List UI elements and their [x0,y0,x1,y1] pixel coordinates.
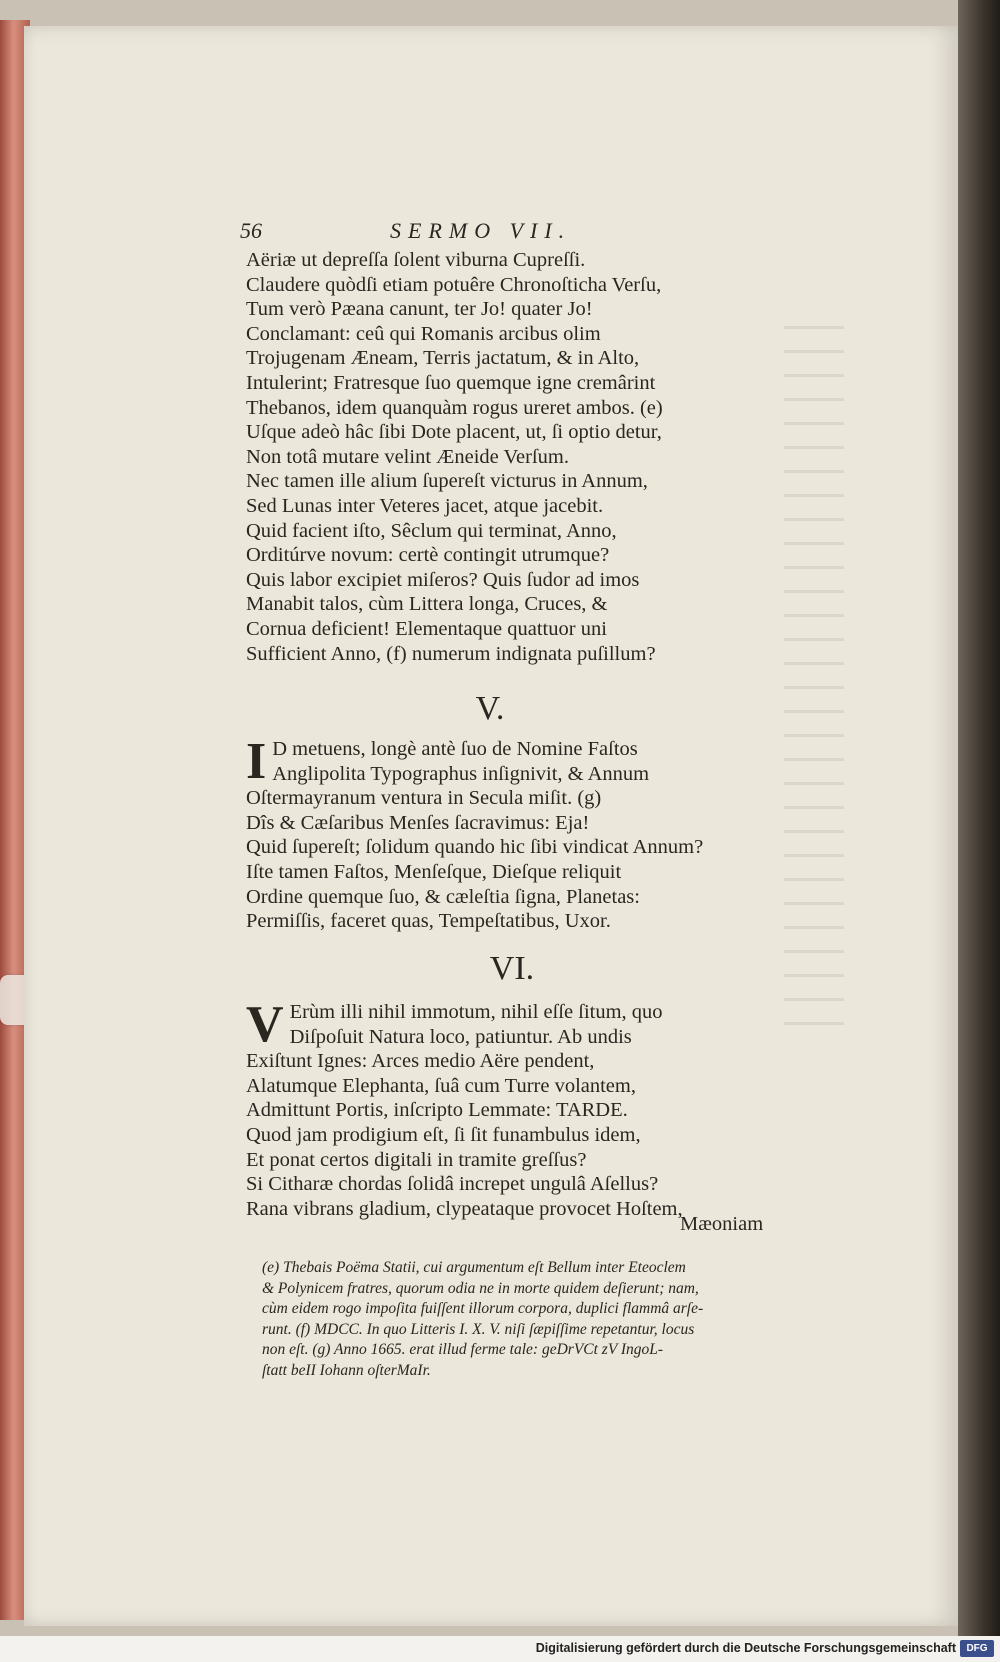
verse-line: Claudere quòdſi etiam potuêre Chronoſticha Verſu, [246,273,662,296]
footnote-line: (e) Thebais Poëma Statii, cui argumentum eſt Bellum inter Eteoclem [262,1259,686,1276]
footnotes [262,1258,782,1381]
verse-line: Quis labor excipiet miſeros? Quis ſudor ad imos [246,568,640,591]
verse-line: Oſtermayranum ventura in Secula miſit. (g) [246,787,602,810]
verse-line: Diſpoſuit Natura loco, patiuntur. Ab undis [289,1025,632,1048]
footnote-line: runt. (f) MDCC. In quo Litteris I. X. V. niſi ſæpiſſime repetantur, locus [262,1320,695,1338]
footnote-line: ſtatt beII Iohann oſterMaIr. [262,1361,431,1379]
drop-cap: I [246,733,267,790]
book-edge-right [958,0,1000,1662]
verse-line: Quod jam prodigium eſt, ſi ſit funambulus idem, [246,1123,641,1146]
catchword: Mæoniam [680,1213,764,1235]
page-header [240,218,740,248]
verse-block-2 [246,733,766,934]
verse-line: Admittunt Portis, inſcripto Lemmate: TARDE. [246,1099,628,1122]
section-heading-v: V. [475,690,505,727]
verse-line: Rana vibrans gladium, clypeataque provocet Hoſtem, [246,1197,683,1220]
verse-line: Trojugenam Æneam, Terris jactatum, & in Alto, [246,347,640,370]
verse-line: Manabit talos, cùm Littera longa, Cruces, & [246,593,608,616]
verse-line: Thebanos, idem quanquàm rogus ureret ambos. (e) [246,396,663,419]
verse-line: Dîs & Cæſaribus Menſes ſacravimus: Eja! [246,811,590,834]
verse-line: Non totâ mutare velint Æneide Verſum. [246,445,569,468]
footnote-line: cùm eidem rogo impoſita fuiſſent illorum corpora, duplici flammâ arſe- [262,1300,704,1317]
verse-line: Sufficient Anno, (f) numerum indignata puſillum? [246,642,656,665]
verse-line: Orditúrve novum: certè contingit utrumque? [246,544,610,567]
verse-block-3 [246,996,766,1221]
footnote-line: & Polynicem fratres, quorum odia ne in morte quidem deſierunt; nam, [262,1279,699,1297]
verse-line: Si Citharæ chordas ſolidâ increpet ungulâ Aſellus? [246,1173,659,1196]
verse-line: Intulerint; Fratresque ſuo quemque igne cremârint [246,371,656,394]
show-through [784,326,844,1026]
footer-credit: Digitalisierung gefördert durch die Deutsche Forschungsgemeinschaft [535,1641,956,1655]
verse-line: Conclamant: ceû qui Romanis arcibus olim [246,322,601,345]
page-number: 56 [240,218,262,243]
verse-line: Ordine quemque ſuo, & cæleſtia ſigna, Planetas: [246,885,640,908]
footnote-line: non eſt. (g) Anno 1665. erat illud ferme tale: geDrVCt zV IngoL- [262,1341,664,1358]
verse-line: Et ponat certos digitali in tramite greſſus? [246,1148,587,1171]
verse-line: Quid ſupereſt; ſolidum quando hic ſibi vindicat Annum? [246,836,704,859]
verse-line: Erùm illi nihil immotum, nihil eſſe ſitum, quo [289,1001,663,1023]
verse-block-1 [246,248,766,666]
verse-line: Permiſſis, faceret quas, Tempeſtatibus, Uxor. [246,910,611,933]
verse-line: Sed Lunas inter Veteres jacet, atque jacebit. [246,494,604,517]
verse-line: Exiſtunt Ignes: Arces medio Aëre pendent, [246,1050,595,1073]
verse-line: Anglipolita Typographus inſignivit, & Annum [272,762,650,785]
dfg-logo-icon: DFG [960,1640,994,1657]
section-heading-vi: VI. [489,950,535,987]
verse-line: Nec tamen ille alium ſupereſt victurus in Annum, [246,470,648,493]
running-title: SERMO VII. [390,218,572,243]
digitization-footer [0,1636,1000,1662]
verse-line: Quid facient iſto, Sêclum qui terminat, Anno, [246,519,617,542]
verse-line: D metuens, longè antè ſuo de Nomine Faſtos [272,738,638,760]
verse-line: Tum verò Pæana canunt, ter Jo! quater Jo! [246,298,593,321]
verse-line: Aëriæ ut depreſſa ſolent viburna Cupreſſi. [246,249,586,271]
verse-line: Alatumque Elephanta, ſuâ cum Turre volantem, [246,1074,636,1097]
drop-cap: V [246,996,284,1053]
verse-line: Uſque adeò hâc ſibi Dote placent, ut, ſi optio detur, [246,421,662,444]
verse-line: Iſte tamen Faſtos, Menſeſque, Dieſque reliquit [246,860,622,883]
verse-line: Cornua deficient! Elementaque quattuor uni [246,617,607,640]
